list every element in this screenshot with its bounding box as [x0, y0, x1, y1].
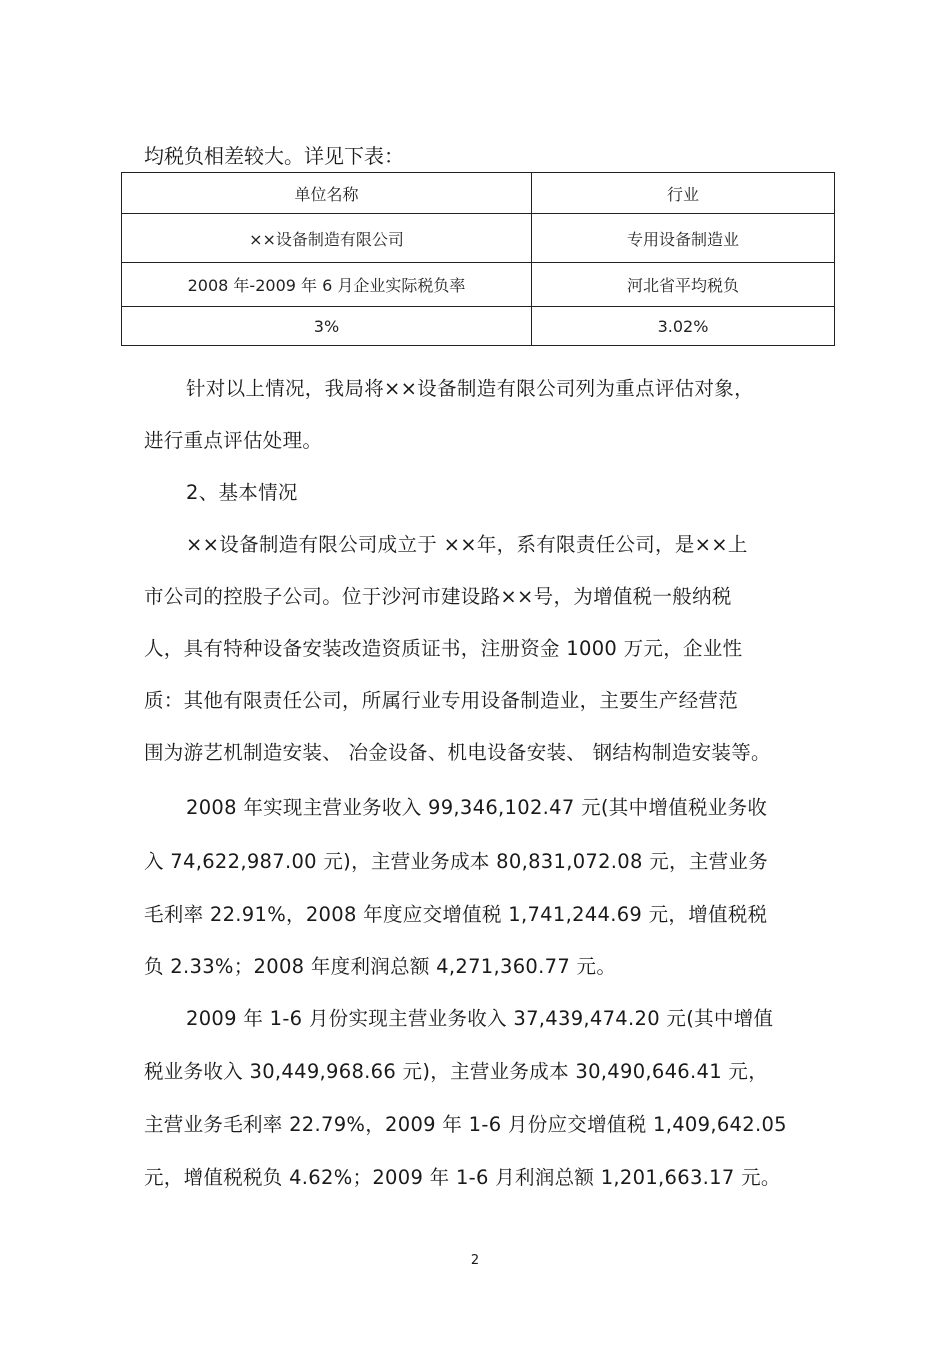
table-cell: 专用设备制造业 [532, 214, 835, 263]
table-cell: 单位名称 [122, 173, 532, 214]
paragraph-line: 主营业务毛利率 22.79%，2009 年 1-6 月份应交增值税 1,409,642.05 [144, 1113, 787, 1136]
paragraph-line: 针对以上情况，我局将××设备制造有限公司列为重点评估对象， [186, 377, 754, 400]
intro-text: 均税负相差较大。详见下表： [144, 144, 404, 168]
paragraph-line: 入 74,622,987.00 元)，主营业务成本 80,831,072.08 元，主营业务 [144, 850, 769, 873]
table-row [122, 263, 835, 307]
paragraph-line: ××设备制造有限公司成立于 ××年，系有限责任公司，是××上 [186, 533, 748, 556]
table-cell: 行业 [532, 173, 835, 214]
paragraph-line: 人，具有特种设备安装改造资质证书，注册资金 1000 万元，企业性 [144, 637, 743, 660]
table-cell: ××设备制造有限公司 [122, 214, 532, 263]
table-row [122, 173, 835, 214]
table-cell: 河北省平均税负 [532, 263, 835, 307]
table-cell: 2008 年-2009 年 6 月企业实际税负率 [122, 263, 532, 307]
page-number: 2 [470, 1253, 480, 1268]
paragraph-line: 质：其他有限责任公司，所属行业专用设备制造业，主要生产经营范 [144, 689, 739, 712]
paragraph-line: 负 2.33%；2008 年度利润总额 4,271,360.77 元。 [144, 955, 617, 978]
paragraph-line: 围为游艺机制造安装、 冶金设备、机电设备安装、 钢结构制造安装等。 [144, 741, 771, 764]
paragraph-line: 市公司的控股子公司。位于沙河市建设路××号，为增值税一般纳税 [144, 585, 732, 608]
paragraph-line: 2009 年 1-6 月份实现主营业务收入 37,439,474.20 元(其中增值 [186, 1007, 774, 1030]
paragraph-line: 2008 年实现主营业务收入 99,346,102.47 元(其中增值税业务收 [186, 796, 768, 819]
paragraph-line: 税业务收入 30,449,968.66 元)，主营业务成本 30,490,646.41 元， [144, 1060, 769, 1083]
paragraph-line: 元，增值税税负 4.62%；2009 年 1-6 月利润总额 1,201,663.17 元。 [144, 1166, 781, 1189]
table-row [122, 307, 835, 346]
paragraph-line: 进行重点评估处理。 [144, 429, 323, 452]
paragraph-line: 毛利率 22.91%，2008 年度应交增值税 1,741,244.69 元，增值税税 [144, 903, 768, 926]
table-cell: 3.02% [532, 307, 835, 346]
table-cell: 3% [122, 307, 532, 346]
section-heading: 2、基本情况 [186, 481, 298, 504]
table-row [122, 214, 835, 263]
tax-comparison-table [121, 172, 835, 346]
